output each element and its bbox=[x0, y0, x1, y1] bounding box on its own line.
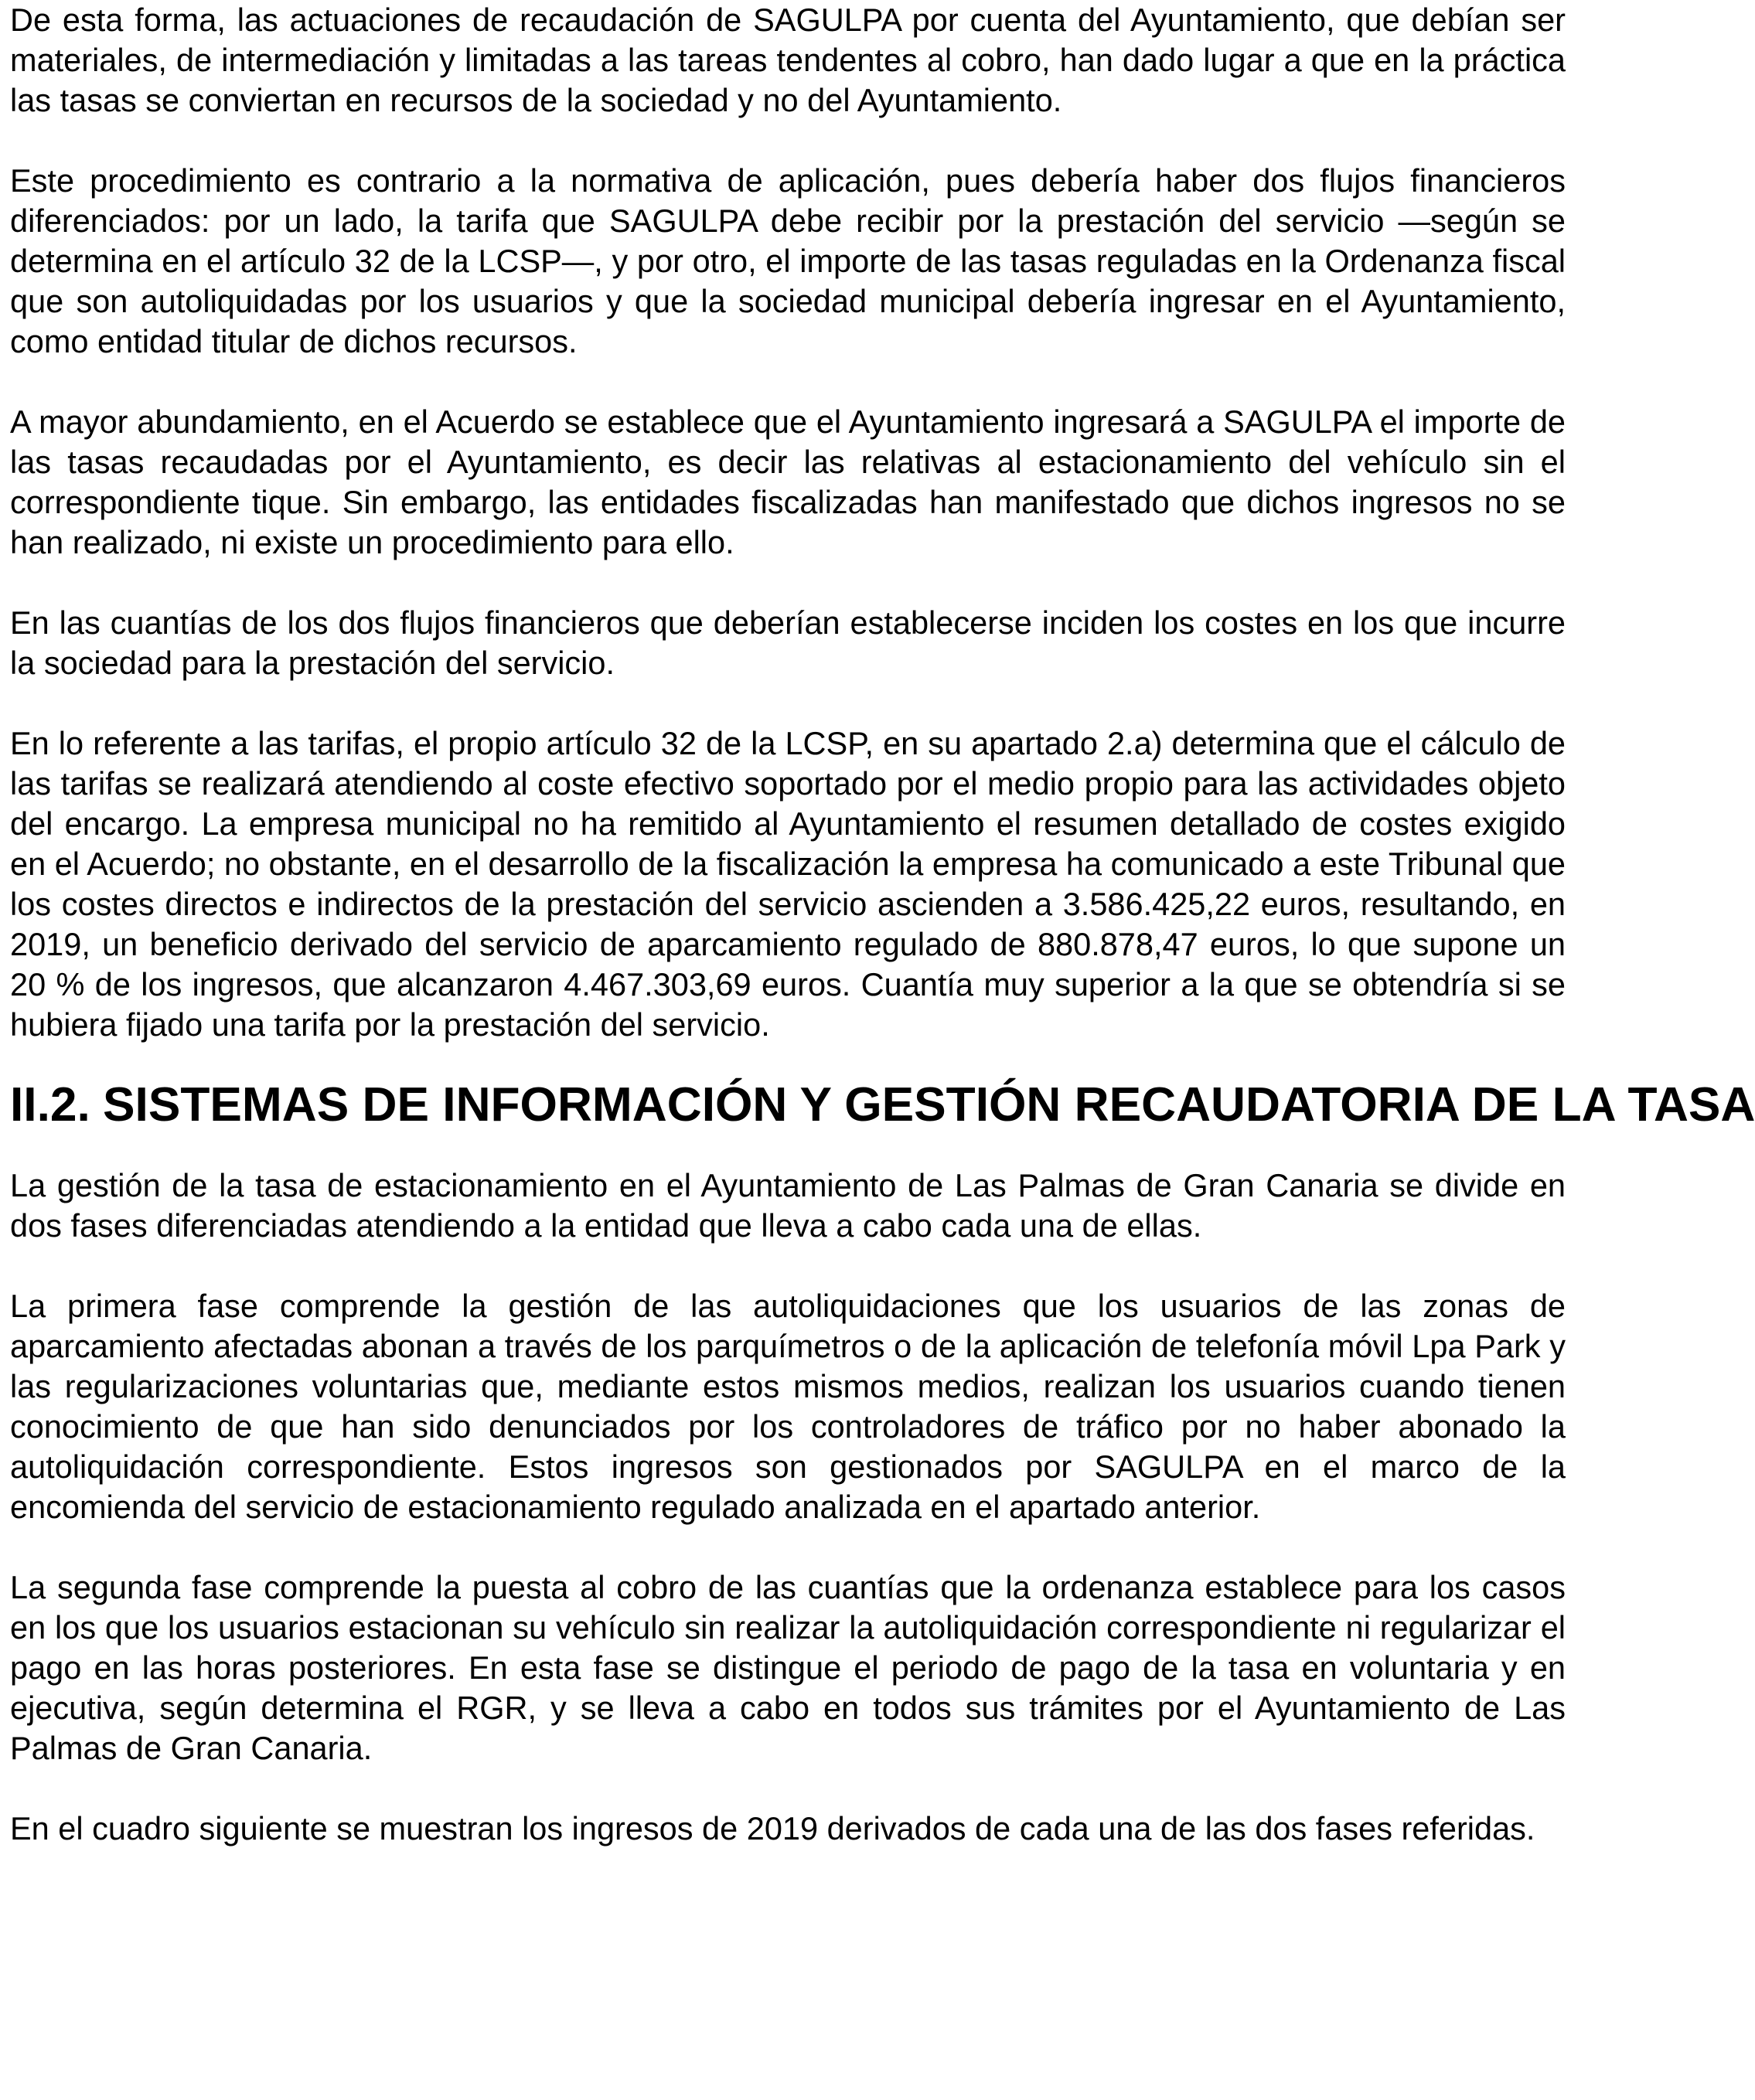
paragraph: De esta forma, las actuaciones de recaudación de SAGULPA por cuenta del Ayuntamiento, que debían ser materiales, de intermediación y limitadas a las tareas tendentes al cobro, han dado lugar a que en la práctica las tasas se conviertan en recursos de la sociedad y no del Ayuntamiento. bbox=[10, 2, 1566, 118]
section-heading bbox=[10, 1078, 1755, 1132]
paragraph: En lo referente a las tarifas, el propio artículo 32 de la LCSP, en su apartado 2.a) determina que el cálculo de las tarifas se realizará atendiendo al coste efectivo soportado por el medio propio para las actividades objeto del encargo. La empresa municipal no ha remitido al Ayuntamiento el resumen detallado de costes exigido en el Acuerdo; no obstante, en el desarrollo de la fiscalización la empresa ha comunicado a este Tribunal que los costes directos e indirectos de la prestación del servicio ascienden a 3.586.425,22 euros, resultando, en 2019, un beneficio derivado del servicio de aparcamiento regulado de 880.878,47 euros, lo que supone un 20 % de los ingresos, que alcanzaron 4.467.303,69 euros. Cuantía muy superior a la que se obtendría si se hubiera fijado una tarifa por la prestación del servicio. bbox=[10, 725, 1566, 1043]
paragraph: Este procedimiento es contrario a la normativa de aplicación, pues debería haber dos flujos financieros diferenciados: por un lado, la tarifa que SAGULPA debe recibir por la prestación del servicio —según se determina en el artículo 32 de la LCSP—, y por otro, el importe de las tasas reguladas en la Ordenanza fiscal que son autoliquidadas por los usuarios y que la sociedad municipal debería ingresar en el Ayuntamiento, como entidad titular de dichos recursos. bbox=[10, 162, 1566, 359]
section-number: II.2. bbox=[10, 1078, 90, 1132]
paragraph: A mayor abundamiento, en el Acuerdo se establece que el Ayuntamiento ingresará a SAGULPA el importe de las tasas recaudadas por el Ayuntamiento, es decir las relativas al estacionamiento del vehículo sin el correspondiente tique. Sin embargo, las entidades fiscalizadas han manifestado que dichos ingresos no se han realizado, ni existe un procedimiento para ello. bbox=[10, 403, 1566, 560]
paragraph: La gestión de la tasa de estacionamiento en el Ayuntamiento de Las Palmas de Gran Canaria se divide en dos fases diferenciadas atendiendo a la entidad que lleva a cabo cada una de ellas. bbox=[10, 1167, 1566, 1244]
document-page bbox=[10, 0, 1755, 1849]
paragraph: En el cuadro siguiente se muestran los ingresos de 2019 derivados de cada una de las dos fases referidas. bbox=[10, 1810, 1535, 1846]
paragraph: La primera fase comprende la gestión de las autoliquidaciones que los usuarios de las zonas de aparcamiento afectadas abonan a través de los parquímetros o de la aplicación de telefonía móvil Lpa Park y las regularizaciones voluntarias que, mediante estos mismos medios, realizan los usuarios cuando tienen conocimiento de que han sido denunciados por los controladores de tráfico por no haber abonado la autoliquidación correspondiente. Estos ingresos son gestionados por SAGULPA en el marco de la encomienda del servicio de estacionamiento regulado analizada en el apartado anterior. bbox=[10, 1288, 1566, 1525]
paragraph: La segunda fase comprende la puesta al cobro de las cuantías que la ordenanza establece para los casos en los que los usuarios estacionan su vehículo sin realizar la autoliquidación correspondiente ni regularizar el pago en las horas posteriores. En esta fase se distingue el periodo de pago de la tasa en voluntaria y en ejecutiva, según determina el RGR, y se lleva a cabo en todos sus trámites por el Ayuntamiento de Las Palmas de Gran Canaria. bbox=[10, 1569, 1566, 1766]
paragraph: En las cuantías de los dos flujos financieros que deberían establecerse inciden los costes en los que incurre la sociedad para la prestación del servicio. bbox=[10, 604, 1566, 681]
section-title: SISTEMAS DE INFORMACIÓN Y GESTIÓN RECAUDATORIA DE LA TASA bbox=[103, 1078, 1755, 1132]
